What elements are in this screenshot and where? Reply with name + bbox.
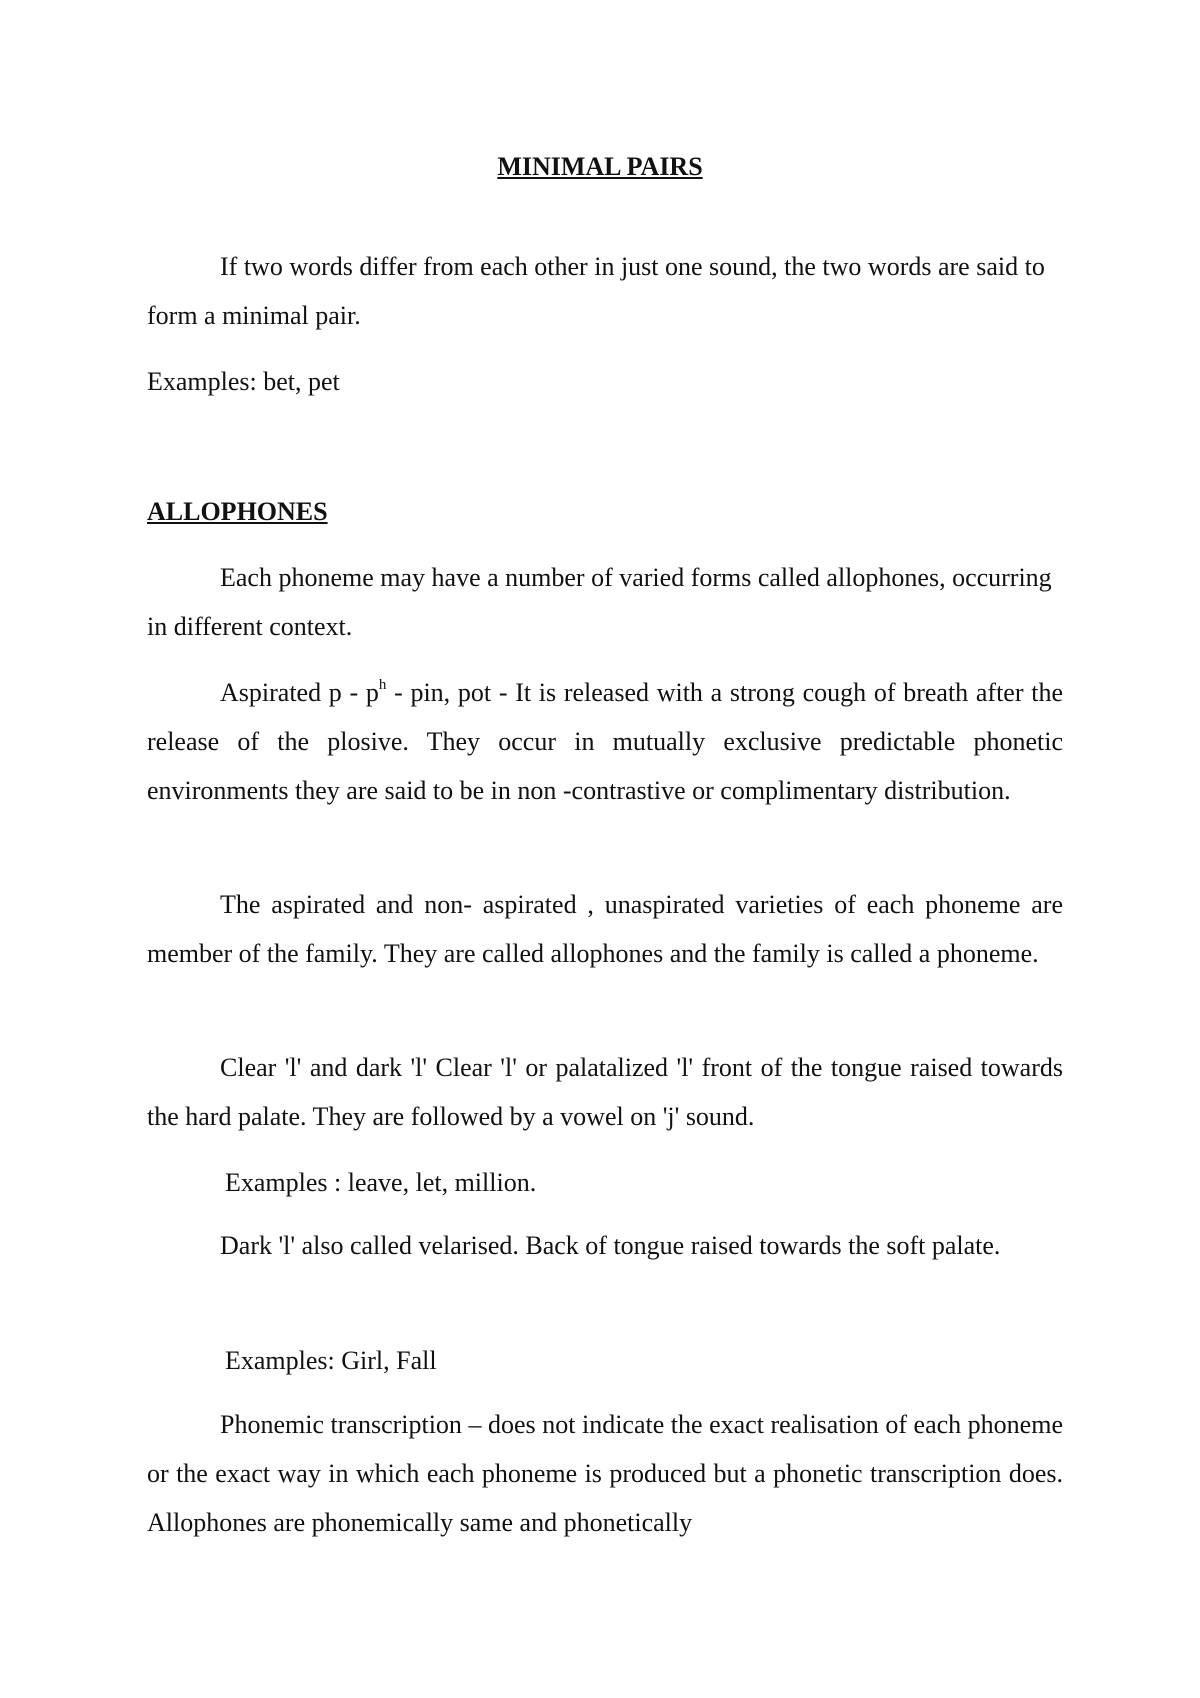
phonemic-transcription-paragraph: Phonemic transcription – does not indicate the exact realisation of each phoneme or the exact way in which each phoneme is produced but a phonetic transcription does. Allophones are phonemically same and phonetically bbox=[147, 1410, 1063, 1537]
aspirated-p-paragraph bbox=[147, 668, 1063, 815]
clear-l-paragraph: Clear 'l' and dark 'l' Clear 'l' or palatalized 'l' front of the tongue raised towards the hard palate. They are followed by a vowel on 'j' sound. bbox=[147, 1053, 1063, 1131]
aspiration-superscript: h bbox=[378, 677, 387, 693]
aspirated-prefix: Aspirated p - p bbox=[220, 678, 379, 707]
clear-l-examples: Examples : leave, let, million. bbox=[225, 1168, 537, 1197]
dark-l-examples: Examples: Girl, Fall bbox=[225, 1346, 437, 1375]
section-heading-allophones: ALLOPHONES bbox=[147, 497, 328, 526]
minimal-pair-examples: Examples: bet, pet bbox=[147, 367, 340, 396]
family-paragraph: The aspirated and non- aspirated , unaspirated varieties of each phoneme are member of the family. They are called allophones and the family is called a phoneme. bbox=[147, 890, 1063, 968]
allophones-intro: Each phoneme may have a number of varied forms called allophones, occurring in different context. bbox=[147, 563, 1052, 641]
dark-l-paragraph: Dark 'l' also called velarised. Back of tongue raised towards the soft palate. bbox=[220, 1231, 1001, 1260]
minimal-pair-definition: If two words differ from each other in just one sound, the two words are said to form a minimal pair. bbox=[147, 252, 1045, 330]
page-title: MINIMAL PAIRS bbox=[497, 152, 703, 181]
aspirated-rest: - pin, pot - It is released with a strong cough of breath after the release of the plosive. They occur in mutually exclusive predictable phonetic environments they are said to be in non -contrastive or complimentary distribution. bbox=[147, 678, 1063, 805]
